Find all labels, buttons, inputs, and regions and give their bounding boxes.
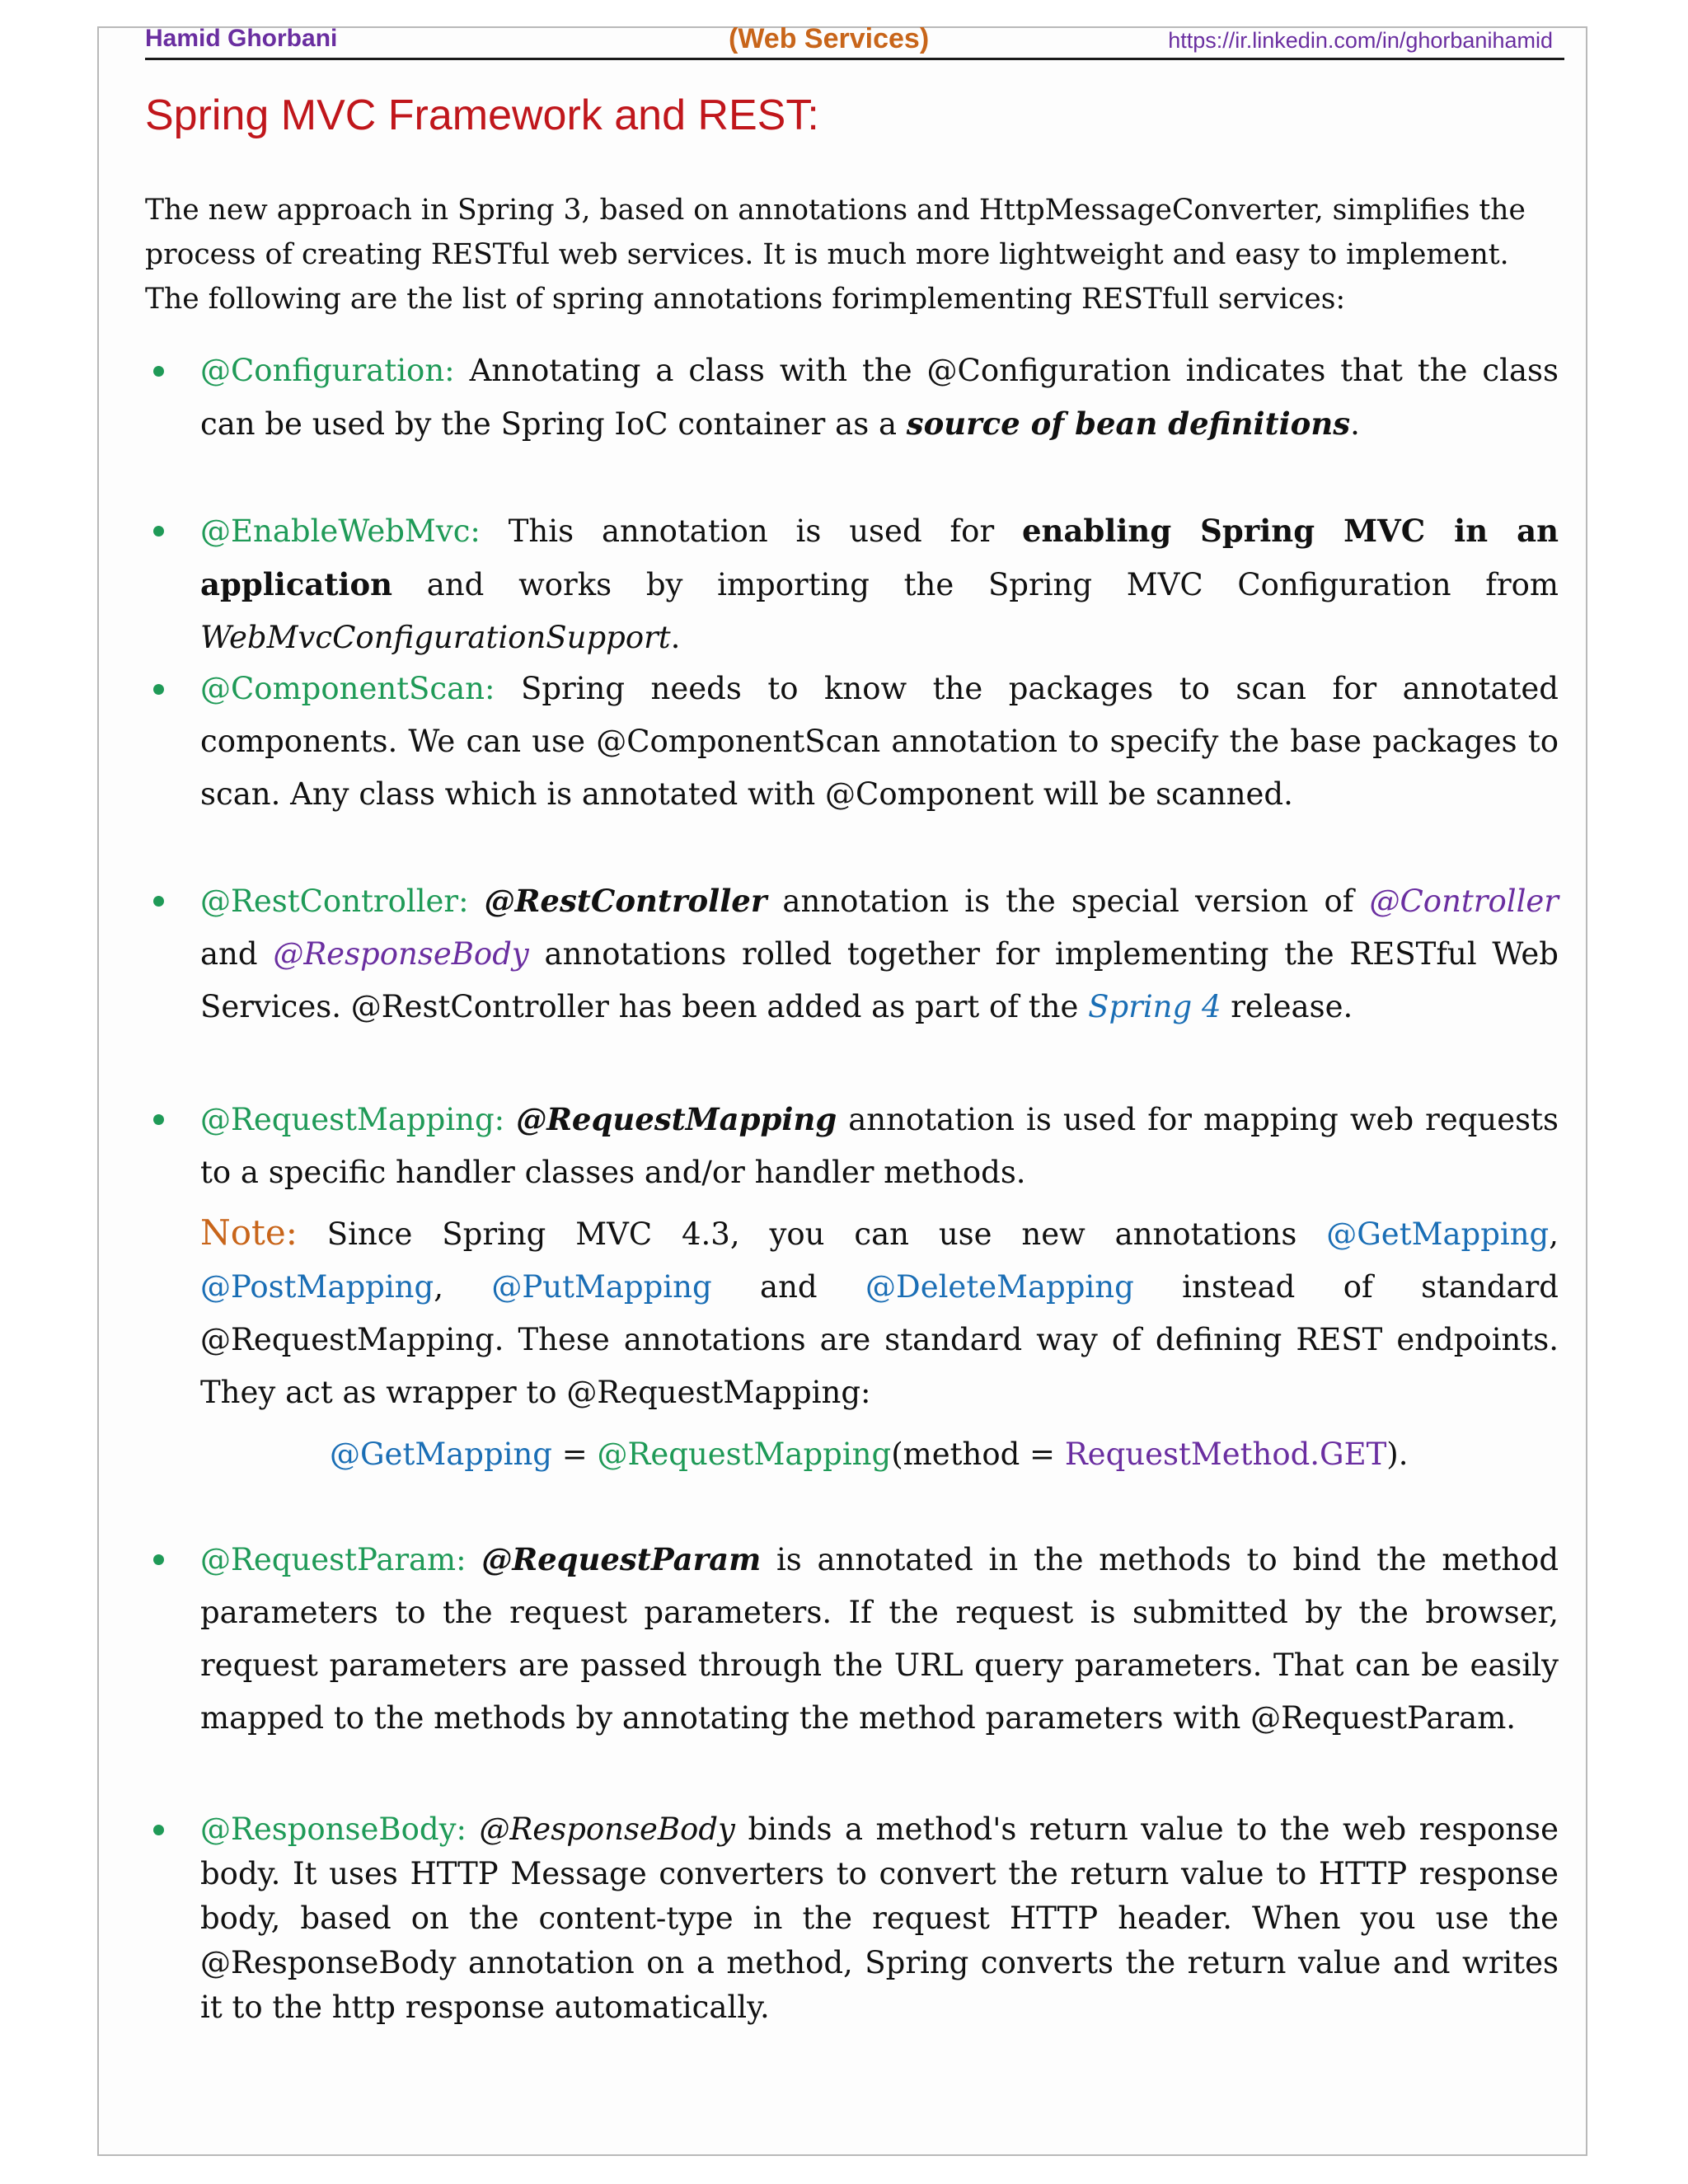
spring4-link[interactable]: Spring 4 bbox=[1088, 989, 1221, 1024]
page-header bbox=[145, 25, 1564, 60]
annotation-name: @ComponentScan: bbox=[200, 671, 495, 706]
annotation-name: @RequestParam: bbox=[200, 1542, 467, 1577]
equation-text: = bbox=[551, 1436, 598, 1472]
equation-requestmapping: @RequestMapping bbox=[597, 1436, 892, 1472]
equation-method: RequestMethod.GET bbox=[1064, 1436, 1387, 1472]
item-strong: enabling Spring MVC in an application bbox=[200, 513, 1559, 602]
list-item-requestparam bbox=[200, 1533, 1559, 1745]
item-text: . bbox=[1350, 406, 1360, 442]
list-item-restcontroller bbox=[200, 874, 1559, 1033]
item-text: release. bbox=[1221, 989, 1353, 1024]
item-emphasis: @RestController bbox=[484, 883, 767, 919]
equation-getmapping: @GetMapping bbox=[330, 1436, 552, 1472]
item-text: and bbox=[200, 936, 274, 972]
equation-text: ). bbox=[1386, 1436, 1409, 1472]
annotation-name: @Configuration: bbox=[200, 353, 455, 388]
bullet-icon bbox=[153, 1825, 164, 1835]
item-emphasis: WebMvcConfigurationSupport bbox=[200, 620, 671, 655]
note-text: instead of standard @RequestMapping. These annotations are standard way of defining REST endpoints. They act as wrapper to @RequestMapping: bbox=[200, 1269, 1559, 1410]
list-item-componentscan bbox=[200, 663, 1559, 821]
note-text: Since Spring MVC 4.3, you can use new annotations bbox=[297, 1216, 1327, 1252]
note-label: Note: bbox=[200, 1212, 298, 1253]
annotation-name: @ResponseBody: bbox=[200, 1811, 467, 1847]
header-topic: (Web Services) bbox=[729, 23, 930, 54]
item-text: Spring needs to know the packages to scan for annotated components. We can use @ComponentScan annotation to specify the base packages to scan. Any class which is annotated with @Component will be scanned. bbox=[200, 671, 1559, 812]
postmapping-ref: @PostMapping bbox=[200, 1269, 434, 1305]
putmapping-ref: @PutMapping bbox=[491, 1269, 712, 1305]
bullet-icon bbox=[153, 896, 164, 907]
annotation-name: @EnableWebMvc: bbox=[200, 513, 481, 549]
page-title: Spring MVC Framework and REST: bbox=[145, 91, 819, 139]
list-item-responsebody bbox=[200, 1807, 1559, 2030]
item-emphasis: @RequestParam bbox=[481, 1541, 762, 1577]
item-emphasis: source of bean definitions bbox=[906, 405, 1351, 442]
controller-ref: @Controller bbox=[1369, 883, 1559, 919]
item-text: annotation is the special version of bbox=[767, 883, 1370, 919]
note-paragraph bbox=[200, 1207, 1559, 1419]
intro-paragraph: The new approach in Spring 3, based on annotations and HttpMessageConverter, simplifies the process of creating RESTful web services. It is much more lightweight and easy to implement. The following are the list of spring annotations forimplementing RESTfull services: bbox=[145, 194, 1526, 316]
item-emphasis: @RequestMapping bbox=[516, 1101, 837, 1137]
bullet-icon bbox=[153, 526, 164, 537]
bullet-icon bbox=[153, 1554, 164, 1565]
list-item-configuration bbox=[200, 344, 1559, 451]
note-text: and bbox=[711, 1269, 866, 1305]
code-equation bbox=[330, 1428, 1409, 1481]
bullet-icon bbox=[153, 366, 164, 377]
deletemapping-ref: @DeleteMapping bbox=[865, 1269, 1134, 1305]
equation-text: (method = bbox=[891, 1436, 1065, 1472]
list-item-requestmapping bbox=[200, 1093, 1559, 1199]
bullet-icon bbox=[153, 1114, 164, 1125]
getmapping-ref: @GetMapping bbox=[1326, 1216, 1550, 1252]
item-text: Annotating a class with the @Configuration indicates that the class can be used by the Spring IoC container as a bbox=[200, 353, 1559, 442]
header-author: Hamid Ghorbani bbox=[145, 25, 338, 52]
item-text: annotations rolled together for implementing the RESTful Web Services. @RestController has been added as part of the bbox=[200, 936, 1559, 1024]
item-text: This annotation is used for bbox=[480, 513, 1023, 549]
item-emphasis: @ResponseBody bbox=[479, 1811, 735, 1847]
item-text: . bbox=[670, 620, 681, 655]
annotation-name: @RequestMapping: bbox=[200, 1102, 505, 1137]
item-text: and works by importing the Spring MVC Configuration from bbox=[392, 567, 1559, 602]
bullet-icon bbox=[153, 684, 164, 695]
note-text: , bbox=[1549, 1216, 1559, 1252]
list-item-enablewebmvc bbox=[200, 504, 1559, 664]
item-text: is annotated in the methods to bind the method parameters to the request parameters. If the request is submitted by the browser, request parameters are passed through the URL query parameters. That can be easily mapped to the methods by annotating the method parameters with @RequestParam. bbox=[200, 1542, 1559, 1736]
header-url-link[interactable]: https://ir.linkedin.com/in/ghorbanihamid bbox=[1168, 28, 1553, 53]
item-text: annotation is used for mapping web requests to a specific handler classes and/or handler methods. bbox=[200, 1102, 1559, 1190]
item-text: binds a method's return value to the web response body. It uses HTTP Message converters to convert the return value to HTTP response body, based on the content-type in the request HTTP header. When you use the @ResponseBody annotation on a method, Spring converts the return value and writes it to the http response automatically. bbox=[200, 1811, 1559, 2025]
annotation-name: @RestController: bbox=[200, 883, 469, 919]
note-text: , bbox=[434, 1269, 492, 1305]
responsebody-ref: @ResponseBody bbox=[273, 936, 529, 972]
